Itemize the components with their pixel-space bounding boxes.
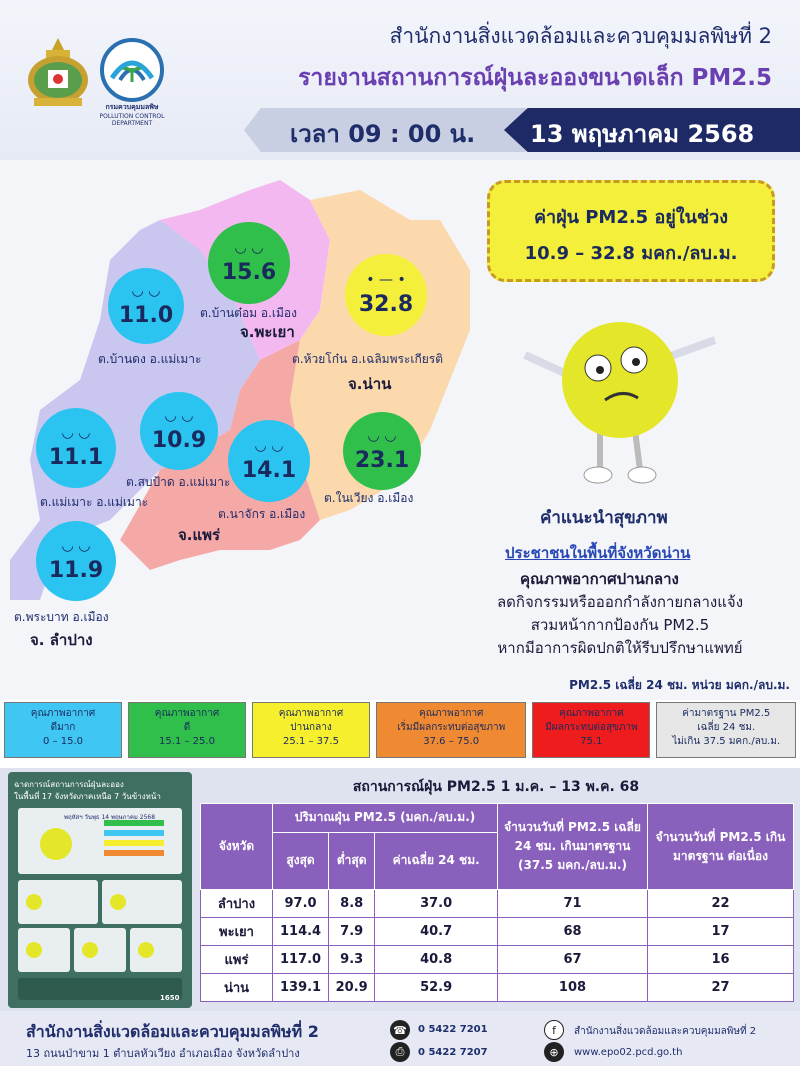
royal-seal-logo	[24, 36, 92, 108]
thumbnail-count: 1650	[160, 994, 180, 1002]
col-consecutive: จำนวนวันที่ PM2.5 เกินมาตรฐาน ต่อเนื่อง	[648, 804, 794, 890]
col-avg: ค่าเฉลี่ย 24 ชม.	[375, 832, 498, 889]
station-label-ban-dong: ต.บ้านดง อ.แม่เมาะ	[98, 352, 202, 366]
advice-air-quality: คุณภาพอากาศปานกลาง	[520, 570, 679, 588]
org-title: สำนักงานสิ่งแวดล้อมและควบคุมมลพิษที่ 2	[389, 24, 772, 48]
advice-target-area: ประชาชนในพื้นที่จังหวัดน่าน	[505, 544, 691, 562]
station-bubble-na-chak: ◡ ◡ 14.1	[228, 420, 310, 502]
col-province: จังหวัด	[201, 804, 273, 890]
thumbnail-title: ฉาดการณ์สถานการณ์ฝุ่นละออง	[14, 780, 124, 789]
province-label-nan: จ.น่าน	[348, 375, 392, 393]
table-row: น่าน 139.1 20.9 52.9 108 27	[201, 974, 794, 1002]
station-bubble-ban-dong: ◡ ◡ 11.0	[108, 268, 184, 344]
col-max: สูงสุด	[273, 832, 329, 889]
station-bubble-nai-wiang: ◡ ◡ 23.1	[343, 412, 421, 490]
station-label-ban-tom: ต.บ้านต๋อม อ.เมือง	[200, 306, 297, 320]
legend-health-impact: คุณภาพอากาศ มีผลกระทบต่อสุขภาพ 75.1	[532, 702, 650, 758]
report-date: 13 พฤษภาคม 2568	[530, 120, 755, 148]
fax-icon: ⎙	[390, 1042, 410, 1062]
station-bubble-huai-kon: • — • 32.8	[345, 254, 427, 336]
stats-table-title: สถานการณ์ฝุ่น PM2.5 1 ม.ค. – 13 พ.ค. 68	[352, 779, 640, 795]
station-label-sop-pat: ต.สบป้าด อ.แม่เมาะ	[126, 475, 231, 489]
smile-face-icon: ◡ ◡	[254, 437, 284, 454]
legend-starting-impact: คุณภาพอากาศ เริ่มมีผลกระทบต่อสุขภาพ 37.6 – 75.0	[376, 702, 526, 758]
station-label-huai-kon: ต.ห้วยโก๋น อ.เฉลิมพระเกียรติ	[292, 352, 444, 366]
report-title: รายงานสถานการณ์ฝุ่นละอองขนาดเล็ก PM2.5	[298, 65, 772, 91]
legend-good: คุณภาพอากาศ ดี 15.1 – 25.0	[128, 702, 246, 758]
smile-face-icon: ◡ ◡	[61, 537, 91, 554]
table-row: พะเยา 114.4 7.9 40.7 68 17	[201, 918, 794, 946]
footer-address: 13 ถนนป่าขาม 1 ตำบลหัวเวียง อำเภอเมือง จังหวัดลำปาง	[26, 1047, 300, 1060]
footer-facebook[interactable]: สำนักงานสิ่งแวดล้อมและควบคุมมลพิษที่ 2	[574, 1026, 757, 1037]
col-amount: ปริมาณฝุ่น PM2.5 (มคก./ลบ.ม.)	[273, 804, 498, 833]
dust-mascot-icon	[510, 300, 730, 490]
health-advice-heading: คำแนะนำสุขภาพ	[540, 508, 668, 528]
thumbnail-subtitle: ในพื้นที่ 17 จังหวัดภาคเหนือ 7 วันข้างหน้า	[14, 792, 161, 801]
station-label-mae-moh: ต.แม่เมาะ อ.แม่เมาะ	[40, 495, 149, 509]
neutral-face-icon: • — •	[366, 271, 406, 288]
station-bubble-mae-moh: ◡ ◡ 11.1	[36, 408, 116, 488]
station-bubble-phra-bat: ◡ ◡ 11.9	[36, 521, 116, 601]
advice-line-3: หากมีอาการผิดปกติให้รีบปรึกษาแพทย์	[497, 639, 743, 657]
table-row: ลำปาง 97.0 8.8 37.0 71 22	[201, 890, 794, 918]
forecast-thumbnail	[8, 772, 192, 1008]
pm25-stats-table	[200, 803, 794, 1002]
aqi-legend	[0, 700, 800, 760]
report-time: เวลา 09 : 00 น.	[290, 120, 476, 148]
pcd-logo-text: กรมควบคุมมลพิษ POLLUTION CONTROL DEPARTMENT	[99, 103, 165, 127]
station-label-nai-wiang: ต.ในเวียง อ.เมือง	[324, 491, 414, 505]
unit-note: PM2.5 เฉลี่ย 24 ชม. หน่วย มคก./ลบ.ม.	[569, 678, 790, 692]
globe-icon: ⊕	[544, 1042, 564, 1062]
province-label-phrae: จ.แพร่	[178, 526, 221, 544]
advice-line-2: สวมหน้ากากป้องกัน PM2.5	[530, 616, 710, 634]
smile-face-icon: ◡ ◡	[234, 239, 264, 256]
thumbnail-date: พฤหัสฯ วันพุธ 14 พฤษภาคม 2568	[64, 814, 156, 821]
advice-line-1: ลดกิจกรรมหรือออกกำลังกายกลางแจ้ง	[496, 593, 744, 611]
legend-standard: ค่ามาตรฐาน PM2.5 เฉลี่ย 24 ชม. ไม่เกิน 37.5 มคก./ลบ.ม.	[656, 702, 796, 758]
smile-face-icon: ◡ ◡	[164, 407, 194, 424]
station-label-na-chak: ต.นาจักร อ.เมือง	[218, 507, 306, 521]
footer-fax[interactable]: 0 5422 7207	[418, 1047, 488, 1058]
col-min: ต่ำสุด	[329, 832, 375, 889]
legend-moderate: คุณภาพอากาศ ปานกลาง 25.1 – 37.5	[252, 702, 370, 758]
province-label-lampang: จ. ลำปาง	[30, 631, 93, 649]
range-callout-line1: ค่าฝุ่น PM2.5 อยู่ในช่วง	[533, 207, 729, 228]
range-callout-line2: 10.9 – 32.8 มคก./ลบ.ม.	[524, 243, 738, 264]
smile-face-icon: ◡ ◡	[61, 424, 91, 441]
smile-face-icon: ◡ ◡	[367, 427, 397, 444]
footer-org-name: สำนักงานสิ่งแวดล้อมและควบคุมมลพิษที่ 2	[26, 1022, 319, 1041]
col-days-over: จำนวนวันที่ PM2.5 เฉลี่ย 24 ชม. เกินมาตรฐาน (37.5 มคก./ลบ.ม.)	[498, 804, 648, 890]
pcd-logo	[98, 38, 166, 112]
footer-phone[interactable]: 0 5422 7201	[418, 1024, 488, 1035]
province-label-phayao: จ.พะเยา	[240, 323, 295, 341]
facebook-icon: f	[544, 1020, 564, 1040]
station-bubble-sop-pat: ◡ ◡ 10.9	[140, 392, 218, 470]
legend-very-good: คุณภาพอากาศ ดีมาก 0 – 15.0	[4, 702, 122, 758]
table-row: แพร่ 117.0 9.3 40.8 67 16	[201, 946, 794, 974]
footer-website[interactable]: www.epo02.pcd.go.th	[574, 1047, 683, 1058]
station-bubble-ban-tom: ◡ ◡ 15.6	[208, 222, 290, 304]
phone-icon: ☎	[390, 1020, 410, 1040]
station-label-phra-bat: ต.พระบาท อ.เมือง	[14, 610, 109, 624]
smile-face-icon: ◡ ◡	[131, 282, 161, 299]
